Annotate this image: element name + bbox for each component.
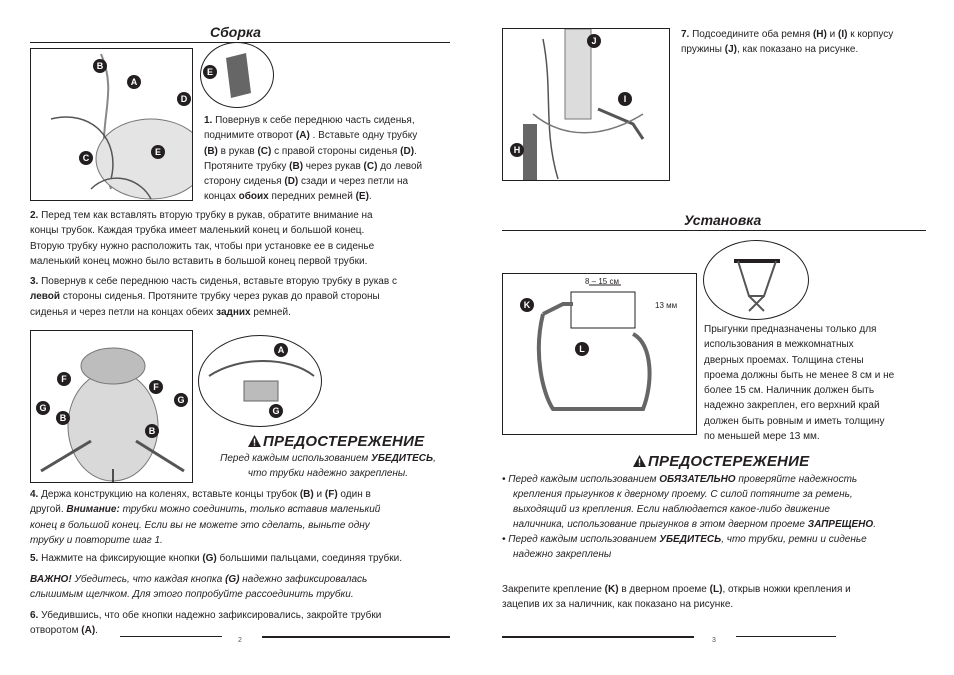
step-5-text: 5. Нажмите на фиксирующие кнопки (G) большими пальцами, соединяя трубки. — [30, 553, 403, 564]
door-clamp-drawing — [503, 274, 697, 435]
spring-housing-illustration — [503, 29, 670, 181]
label-l: L — [575, 342, 589, 356]
step-3-text: 3. Повернув к себе переднюю часть сиденья, вставьте вторую трубку в рукав с левой стороны сиденья. Протяните трубку через рукав до правой стороны сиденья и через петли на концах обеих задних ремней. — [30, 276, 397, 318]
assembly-illustration-2 — [30, 330, 193, 483]
step-1-text: 1. Повернув к себе переднюю часть сиденья, поднимите отворот (A) . Вставьте одну трубку (B) в рукав (C) с правой стороны сиденья (D). Протяните трубку (B) через рукав (C) до левой сторону сиденья (D) сзади и через петли на концах обоих передних ремней (E). — [204, 115, 423, 203]
label-g-right: G — [174, 393, 188, 407]
label-c: C — [79, 151, 93, 165]
footer-rule-right-b — [736, 636, 836, 637]
warning-icon — [248, 435, 261, 447]
step-2-text: 2. Перед тем как вставлять вторую трубку в рукав, обратите внимание на концы трубок. Каждая трубка имеет маленький конец и большой конец. Вторую трубку нужно расположить так, чтобы при установке ее в сиденье маленький конец можно было вставить в большой конец первой трубки. — [30, 210, 375, 267]
seat-sleeve-illustration — [31, 49, 193, 201]
locking-button-illustration — [199, 336, 322, 427]
page-number-right: 3 — [712, 637, 716, 644]
footer-rule-right-a — [502, 636, 694, 638]
section-title-installation: Установка — [684, 212, 762, 228]
label-f-right: F — [149, 380, 163, 394]
strap-loop-inset — [200, 42, 274, 108]
label-h: H — [510, 143, 524, 157]
installation-requirements-text: Прыгунки предназначены только для использования в межкомнатных дверных проемах. Толщина стены проема должны быть не менее 8 см и не более 15 см. Наличник должен быть надежно закреплен, его верхний край должен быть ровным и иметь толщину по меньшей мере 13 мм. — [704, 324, 895, 443]
assembly-illustration-1 — [30, 48, 193, 201]
section-rule-right — [502, 230, 926, 231]
step-4-text: 4. Держа конструкцию на коленях, вставьте концы трубок (B) и (F) один в другой. Внимание: трубки можно соединить, только вставив маленький конец в большой конец. Если вы не можете это сделать, выньте одну трубку и повторите шаг 1. — [30, 489, 381, 546]
clamp-inset — [703, 240, 809, 320]
dimension-wall-thickness: 8 – 15 см — [585, 277, 619, 286]
warning-icon — [633, 455, 646, 467]
label-b: B — [93, 59, 107, 73]
step-6-text: 6. Убедившись, что обе кнопки надежно зафиксировались, закройте трубки отворотом (A). — [30, 610, 382, 637]
label-a: A — [127, 75, 141, 89]
locking-button-inset — [198, 335, 322, 427]
label-b-left: B — [56, 411, 70, 425]
label-k: K — [520, 298, 534, 312]
label-g-inset: G — [269, 404, 283, 418]
important-note: ВАЖНО! Убедитесь, что каждая кнопка (G) надежно зафиксировалась слышимым щелчком. Для этого попробуйте рассоединить трубки. — [30, 574, 368, 601]
clamp-inset-drawing — [704, 241, 809, 320]
label-a-inset: A — [274, 343, 288, 357]
warning-title-left: ПРЕДОСТЕРЕЖЕНИЕ — [248, 433, 424, 450]
label-g-left: G — [36, 401, 50, 415]
label-i: I — [618, 92, 632, 106]
label-b-right: B — [145, 424, 159, 438]
door-clamp-illustration — [502, 273, 697, 435]
footer-rule-left-b — [262, 636, 450, 638]
section-title-assembly: Сборка — [210, 24, 261, 40]
page-number-left: 2 — [238, 637, 242, 644]
dimension-trim-thickness: 13 мм — [655, 301, 678, 310]
label-e: E — [151, 145, 165, 159]
label-f-left: F — [57, 372, 71, 386]
spring-strap-illustration — [502, 28, 670, 181]
footer-rule-left-a — [120, 636, 222, 637]
warning-text-left: Перед каждым использованием УБЕДИТЕСЬ, что трубки надежно закреплены. — [220, 453, 436, 479]
warning-title-right: ПРЕДОСТЕРЕЖЕНИЕ — [633, 453, 809, 470]
step-7-text: 7. Подсоедините оба ремня (H) и (I) к корпусу пружины (J), как показано на рисунке. — [681, 29, 894, 56]
seat-frame-illustration — [31, 331, 193, 483]
warning-text-right: • Перед каждым использованием ОБЯЗАТЕЛЬНО проверяйте надежность крепления прыгунков к дверному проему. С силой потяните за ремень, выходящий из крепления. Если наблюдается какое-либо движение наличника, использование прыгунков в этом дверном проеме ЗАПРЕЩЕНО. • Перед каждым использованием УБЕДИТЕСЬ, что трубки, ремни и сиденье надежно закреплены — [502, 474, 876, 560]
label-d: D — [177, 92, 191, 106]
label-j: J — [587, 34, 601, 48]
clamp-installation-text: Закрепите крепление (K) в дверном проеме (L), открыв ножки крепления и зацепив их за наличник, как показано на рисунке. — [502, 584, 851, 611]
label-e-inset: E — [203, 65, 217, 79]
